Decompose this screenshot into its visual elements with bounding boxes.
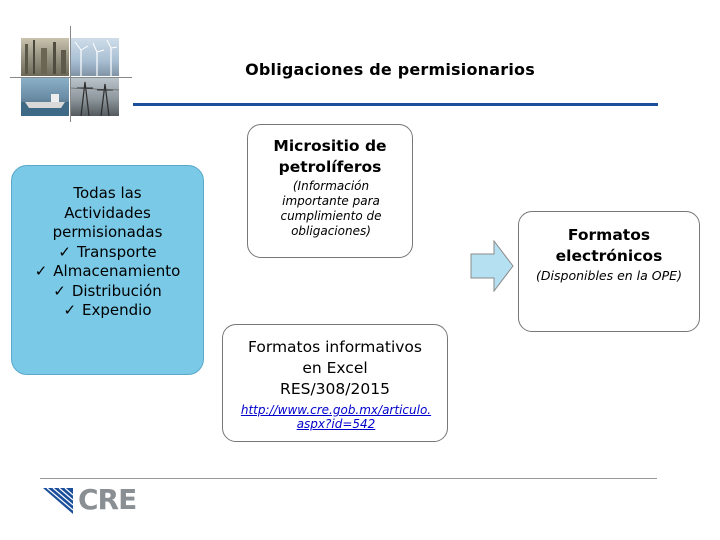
right-arrow-icon [470, 240, 514, 292]
cre-article-link-line[interactable]: http://www.cre.gob.mx/articulo. [240, 403, 432, 417]
formatos-electronicos-box [518, 211, 700, 332]
activity-item-transporte [12, 243, 203, 263]
micrositio-title-line: petrolíferos [278, 158, 382, 176]
activity-item-almacenamiento [12, 262, 203, 282]
activities-heading-line: Todas las [73, 184, 142, 202]
photo-refinery [21, 38, 69, 76]
formatos-informativos-line: en Excel [302, 359, 368, 377]
page-title: Obligaciones de permisionarios [245, 60, 535, 79]
micrositio-note-line: (Información [292, 179, 370, 193]
activities-heading-line: Actividades [64, 203, 151, 222]
header-crosshair-horizontal [10, 77, 132, 78]
formatos-electronicos-title [519, 225, 699, 267]
cre-logo-icon [43, 488, 73, 514]
micrositio-note [258, 179, 404, 239]
checkmark-icon: ✓ [34, 262, 48, 280]
micrositio-note-line: importante para [282, 194, 380, 208]
formatos-electronicos-note: (Disponibles en la OPE) [536, 268, 682, 283]
formatos-electronicos-line: electrónicos [555, 247, 663, 265]
activities-box [11, 165, 204, 375]
formatos-electronicos-line: Formatos [567, 226, 651, 244]
activity-item-expendio [12, 301, 203, 321]
activities-heading-line: permisionadas [52, 223, 163, 241]
cre-logo-text: CRE [78, 483, 137, 516]
activity-item-label: Distribución [71, 281, 162, 300]
checkmark-icon: ✓ [58, 242, 71, 261]
footer-rule [40, 478, 657, 479]
activity-item-label: Almacenamiento [53, 262, 181, 280]
micrositio-note-line: obligaciones) [291, 224, 371, 238]
title-underline [133, 103, 658, 106]
activity-item-label: Transporte [76, 242, 157, 261]
formatos-informativos-line: Formatos informativos [248, 338, 422, 356]
checkmark-icon: ✓ [63, 301, 77, 319]
cre-article-link[interactable] [231, 403, 441, 431]
activity-item-distribucion [12, 282, 203, 302]
formatos-informativos-line: RES/308/2015 [280, 380, 390, 398]
photo-wind-turbines [71, 38, 119, 76]
micrositio-title [248, 136, 412, 178]
formatos-informativos-title [223, 337, 447, 400]
photo-tanker-ship [21, 78, 69, 116]
micrositio-note-line: cumplimiento de [280, 209, 382, 223]
header-crosshair-vertical [70, 26, 71, 122]
formatos-informativos-box [222, 324, 448, 442]
activities-text [12, 184, 203, 321]
micrositio-title-line: Micrositio de [273, 137, 387, 155]
micrositio-box [247, 124, 413, 258]
cre-article-link-line[interactable]: aspx?id=542 [296, 417, 376, 431]
checkmark-icon: ✓ [53, 281, 66, 300]
photo-power-lines [71, 78, 119, 116]
activity-item-label: Expendio [82, 301, 152, 319]
